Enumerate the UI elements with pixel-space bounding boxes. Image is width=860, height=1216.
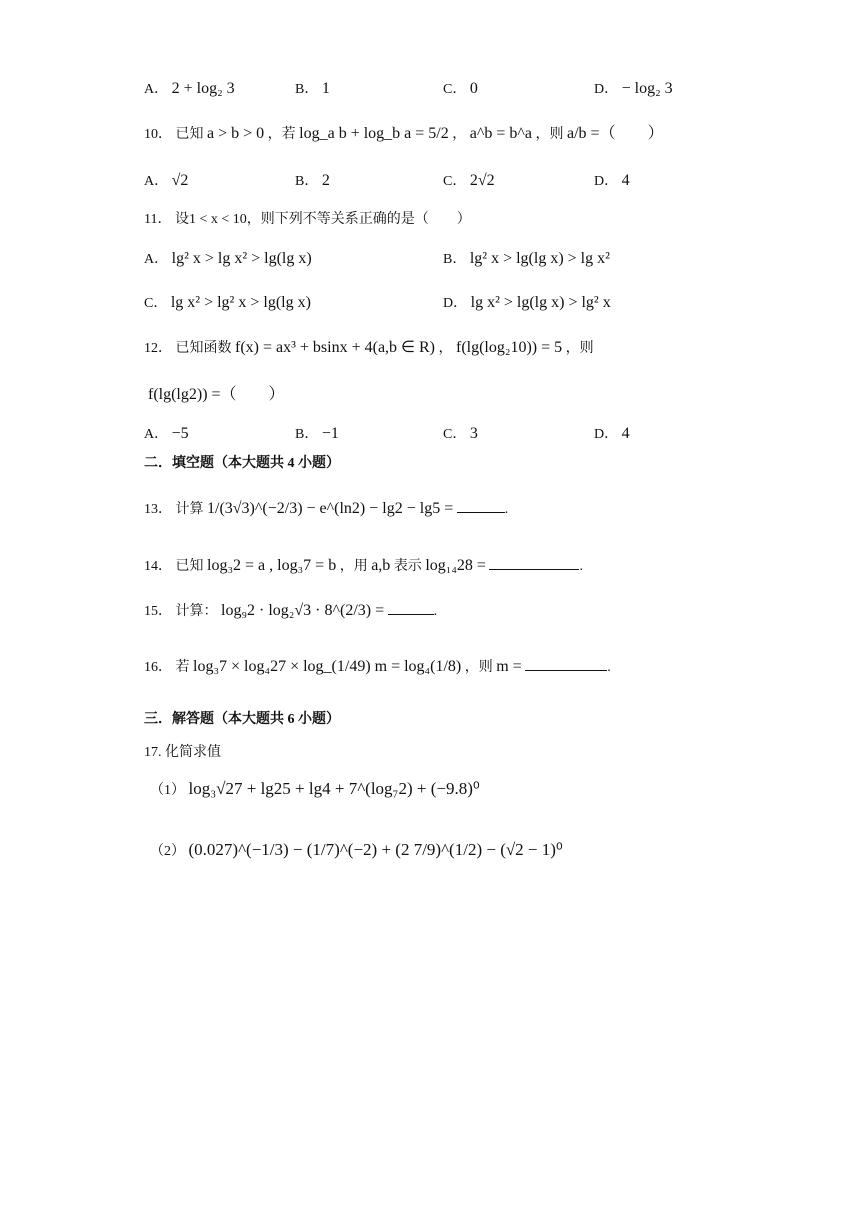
option-text: √2 — [171, 172, 189, 189]
option-text: 4 — [621, 172, 630, 189]
q11-option-a — [144, 248, 312, 268]
stem-text: ，则 — [565, 341, 594, 356]
stem-text: 表示 — [393, 559, 422, 574]
q12-option-c — [443, 423, 478, 443]
option-label: B． — [295, 427, 319, 442]
ask-expression: f(lg(lg2)) =（ ） — [148, 386, 285, 403]
q10-option-a — [144, 170, 188, 190]
stem-text: ， — [452, 127, 467, 142]
answer-blank[interactable] — [388, 600, 434, 615]
stem-text: 已知 — [175, 127, 204, 142]
condition: log₃2 = a , log₃7 = b — [207, 557, 337, 574]
question-number: 15． — [144, 604, 172, 619]
condition: a > b > 0 — [207, 125, 265, 142]
expression: (0.027)^(−1/3) − (1/7)^(−2) + (2 7/9)^(1/2) − (√2 − 1)⁰ — [188, 840, 563, 859]
option-text: −1 — [321, 425, 339, 442]
stem-text: ，用 — [339, 559, 368, 574]
q12-ask — [148, 381, 285, 404]
function-definition: f(x) = ax³ + bsinx + 4(a,b ∈ R) — [235, 339, 435, 356]
answer-blank[interactable] — [525, 656, 607, 671]
question-number: 10． — [144, 127, 172, 142]
option-label: B． — [295, 174, 319, 189]
option-text: lg x² > lg(lg x) > lg² x — [470, 294, 611, 311]
part-label: （1） — [150, 783, 185, 798]
question-number: 14． — [144, 559, 172, 574]
answer-blank[interactable] — [457, 498, 505, 513]
stem-text: 已知 — [175, 559, 204, 574]
option-label: A． — [144, 252, 169, 267]
option-label: A． — [144, 174, 169, 189]
answer-blank[interactable] — [489, 555, 579, 570]
ask-expression: a/b =（ ） — [567, 125, 664, 142]
q16: 16． 若 log₃7 × log₄27 × log_(1/49) m = log₄(1/8) ，则 m = . — [144, 658, 611, 675]
q11-option-d — [443, 292, 611, 312]
stem-text: 计算： — [175, 604, 218, 619]
q9-option-c — [443, 78, 478, 98]
variables: a,b — [371, 557, 391, 574]
ask-expression: m = — [496, 658, 522, 675]
q11-option-b — [443, 248, 610, 268]
option-text: 2 + log₂ 3 — [171, 80, 235, 97]
q12-option-b — [295, 423, 339, 443]
q11-option-c — [144, 292, 311, 312]
option-label: C． — [443, 82, 467, 97]
option-text: 1 — [321, 80, 330, 97]
option-label: B． — [295, 82, 319, 97]
stem-text: ，则 — [535, 127, 564, 142]
stem-text: 计算 — [175, 502, 204, 517]
q9-option-a — [144, 78, 235, 98]
option-text: 2 — [321, 172, 330, 189]
option-text: lg² x > lg x² > lg(lg x) — [171, 250, 312, 267]
question-number: 12． — [144, 341, 172, 356]
option-text: 3 — [469, 425, 478, 442]
stem-text: ， — [438, 341, 453, 356]
stem-text: 化简求值 — [165, 745, 221, 760]
expression: log₁₄28 = — [425, 557, 486, 574]
q12-option-a — [144, 423, 189, 443]
stem-text: ，若 — [267, 127, 296, 142]
q10-option-c — [443, 170, 495, 190]
stem-text: 已知函数 — [175, 341, 232, 356]
option-label: D． — [443, 296, 468, 311]
log-equation: log_a b + log_b a = 5/2 — [299, 125, 449, 142]
option-label: D． — [594, 427, 619, 442]
option-text: −5 — [171, 425, 189, 442]
q10-stem — [144, 120, 664, 143]
question-number: 17. — [144, 745, 162, 760]
option-text: − log₂ 3 — [621, 80, 673, 97]
part-label: （2） — [150, 844, 185, 859]
option-text: 2√2 — [469, 172, 495, 189]
option-text: lg x² > lg² x > lg(lg x) — [170, 294, 311, 311]
expression: log₉2 · log₂√3 · 8^(2/3) = — [221, 602, 385, 619]
option-text: lg² x > lg(lg x) > lg x² — [469, 250, 610, 267]
option-text: 0 — [469, 80, 478, 97]
stem-text: ，则 — [464, 660, 493, 675]
option-label: A． — [144, 427, 169, 442]
q17-part2 — [150, 840, 563, 860]
q9-option-d — [594, 78, 673, 98]
question-number: 11． — [144, 212, 172, 227]
option-label: D． — [594, 82, 619, 97]
option-label: C． — [443, 174, 467, 189]
q17-part1 — [150, 779, 480, 799]
expression: log₃√27 + lg25 + lg4 + 7^(log₇2) + (−9.8)⁰ — [188, 779, 480, 798]
option-text: 4 — [621, 425, 630, 442]
section-heading-answer: 三．解答题（本大题共 6 小题） — [144, 712, 340, 727]
section-heading-fill-in: 二．填空题（本大题共 4 小题） — [144, 456, 340, 471]
option-label: B． — [443, 252, 467, 267]
question-number: 16． — [144, 660, 172, 675]
expression: log₃7 × log₄27 × log_(1/49) m = log₄(1/8) — [193, 658, 462, 675]
option-label: A． — [144, 82, 169, 97]
option-label: C． — [144, 296, 168, 311]
question-number: 13． — [144, 502, 172, 517]
q14: 14． 已知 log₃2 = a , log₃7 = b ，用 a,b 表示 log₁₄28 = . — [144, 557, 583, 574]
q15: 15． 计算： log₉2 · log₂√3 · 8^(2/3) = . — [144, 602, 438, 619]
q10-option-d — [594, 170, 630, 190]
q12-stem — [144, 337, 594, 357]
stem-text: 设1 < x < 10，则下列不等关系正确的是（ ） — [174, 212, 471, 227]
q17-stem — [144, 741, 221, 761]
q9-option-b — [295, 78, 330, 98]
q11-stem — [144, 208, 471, 228]
expression: 1/(3√3)^(−2/3) − e^(ln2) − lg2 − lg5 = — [207, 500, 454, 517]
q13: 13． 计算 1/(3√3)^(−2/3) − e^(ln2) − lg2 − lg5 = . — [144, 500, 509, 517]
q10-option-b — [295, 170, 330, 190]
condition: f(lg(log₂10)) = 5 — [456, 339, 563, 356]
power-equation: a^b = b^a — [469, 125, 532, 142]
option-label: D． — [594, 174, 619, 189]
q12-option-d — [594, 423, 630, 443]
stem-text: 若 — [175, 660, 190, 675]
option-label: C． — [443, 427, 467, 442]
